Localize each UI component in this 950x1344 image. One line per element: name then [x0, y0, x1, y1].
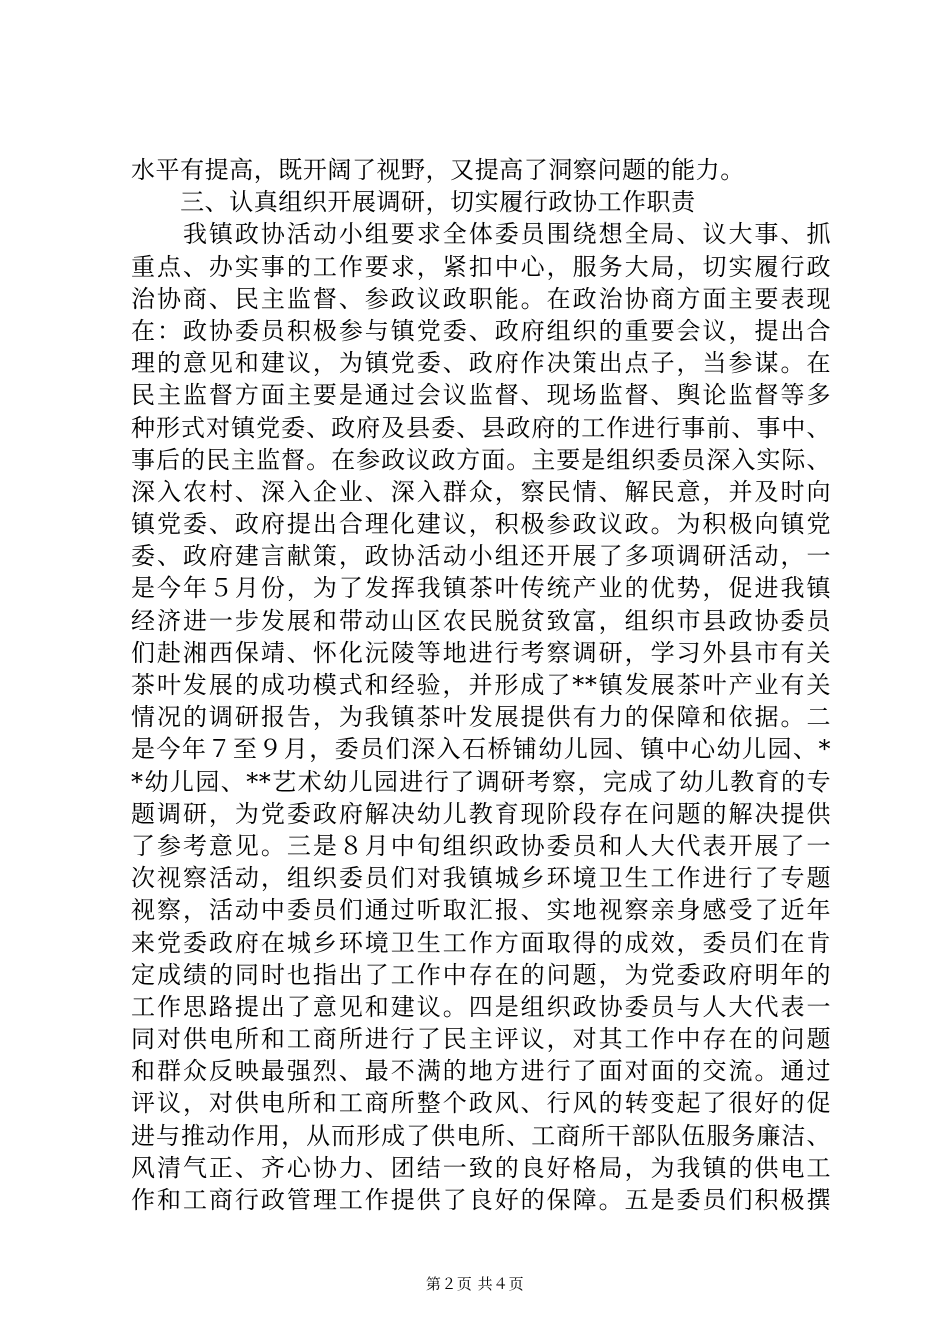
- text-line: 茶叶发展的成功模式和经验，并形成了**镇发展茶叶产业有关: [131, 671, 831, 699]
- text-line: 和群众反映最强烈、最不满的地方进行了面对面的交流。通过: [131, 1057, 831, 1086]
- text-line: 经济进一步发展和带动山区农民脱贫致富，组织市县政协委员: [131, 606, 831, 635]
- text-line: 重点、办实事的工作要求，紧扣中心，服务大局，切实履行政: [131, 252, 831, 281]
- text-line: 水平有提高，既开阔了视野，又提高了洞察问题的能力。: [131, 156, 745, 184]
- text-line: 事后的民主监督。在参政议政方面。主要是组织委员深入实际、: [131, 445, 831, 474]
- body-text: [131, 154, 831, 1216]
- text-line: 进与推动作用，从而形成了供电所、工商所干部队伍服务廉洁、: [131, 1121, 831, 1150]
- text-line: 镇党委、政府提出合理化建议，积极参政议政。为积极向镇党: [131, 510, 831, 539]
- text-line: 在：政协委员积极参与镇党委、政府组织的重要会议，提出合: [131, 316, 831, 345]
- text-line: 定成绩的同时也指出了工作中存在的问题，为党委政府明年的: [131, 960, 831, 989]
- text-line: 种形式对镇党委、政府及县委、县政府的工作进行事前、事中、: [131, 413, 831, 442]
- text-line: 是今年７至９月，委员们深入石桥铺幼儿园、镇中心幼儿园、*: [131, 735, 831, 764]
- text-line: *幼儿园、**艺术幼儿园进行了调研考察，完成了幼儿教育的专: [131, 767, 831, 796]
- text-line: 是今年５月份，为了发挥我镇茶叶传统产业的优势，促进我镇: [131, 574, 831, 603]
- text-line: 治协商、民主监督、参政议政职能。在政治协商方面主要表现: [131, 284, 831, 313]
- text-line: 了参考意见。三是８月中旬组织政协委员和人大代表开展了一: [131, 831, 831, 860]
- text-line: 次视察活动，组织委员们对我镇城乡环境卫生工作进行了专题: [131, 864, 831, 893]
- text-line: 情况的调研报告，为我镇茶叶发展提供有力的保障和依据。二: [131, 703, 831, 732]
- text-line: 评议，对供电所和工商所整个政风、行风的转变起了很好的促: [131, 1089, 831, 1118]
- text-line: 工作思路提出了意见和建议。四是组织政协委员与人大代表一: [131, 992, 831, 1021]
- text-line: 理的意见和建议，为镇党委、政府作决策出点子，当参谋。在: [131, 349, 831, 378]
- text-line: 来党委政府在城乡环境卫生工作方面取得的成效，委员们在肯: [131, 928, 831, 957]
- text-line: 民主监督方面主要是通过会议监督、现场监督、舆论监督等多: [131, 381, 831, 410]
- text-line: 同对供电所和工商所进行了民主评议，对其工作中存在的问题: [131, 1025, 831, 1054]
- text-line: 委、政府建言献策，政协活动小组还开展了多项调研活动，一: [131, 542, 831, 571]
- text-line: 作和工商行政管理工作提供了良好的保障。五是委员们积极撰: [131, 1186, 831, 1214]
- text-line: 题调研，为党委政府解决幼儿教育现阶段存在问题的解决提供: [131, 799, 831, 828]
- text-line: 视察，活动中委员们通过听取汇报、实地视察亲身感受了近年: [131, 896, 831, 925]
- section-heading: 三、认真组织开展调研，切实履行政协工作职责: [131, 188, 696, 217]
- text-line: 风清气正、齐心协力、团结一致的良好格局，为我镇的供电工: [131, 1153, 831, 1182]
- text-line: 深入农村、深入企业、深入群众，察民情、解民意，并及时向: [131, 477, 831, 506]
- text-line: 们赴湘西保靖、怀化沅陵等地进行考察调研，学习外县市有关: [131, 638, 831, 667]
- page-number-footer: 第２页 共４页: [425, 1275, 525, 1293]
- text-line: 我镇政协活动小组要求全体委员围绕想全局、议大事、抓: [131, 220, 831, 249]
